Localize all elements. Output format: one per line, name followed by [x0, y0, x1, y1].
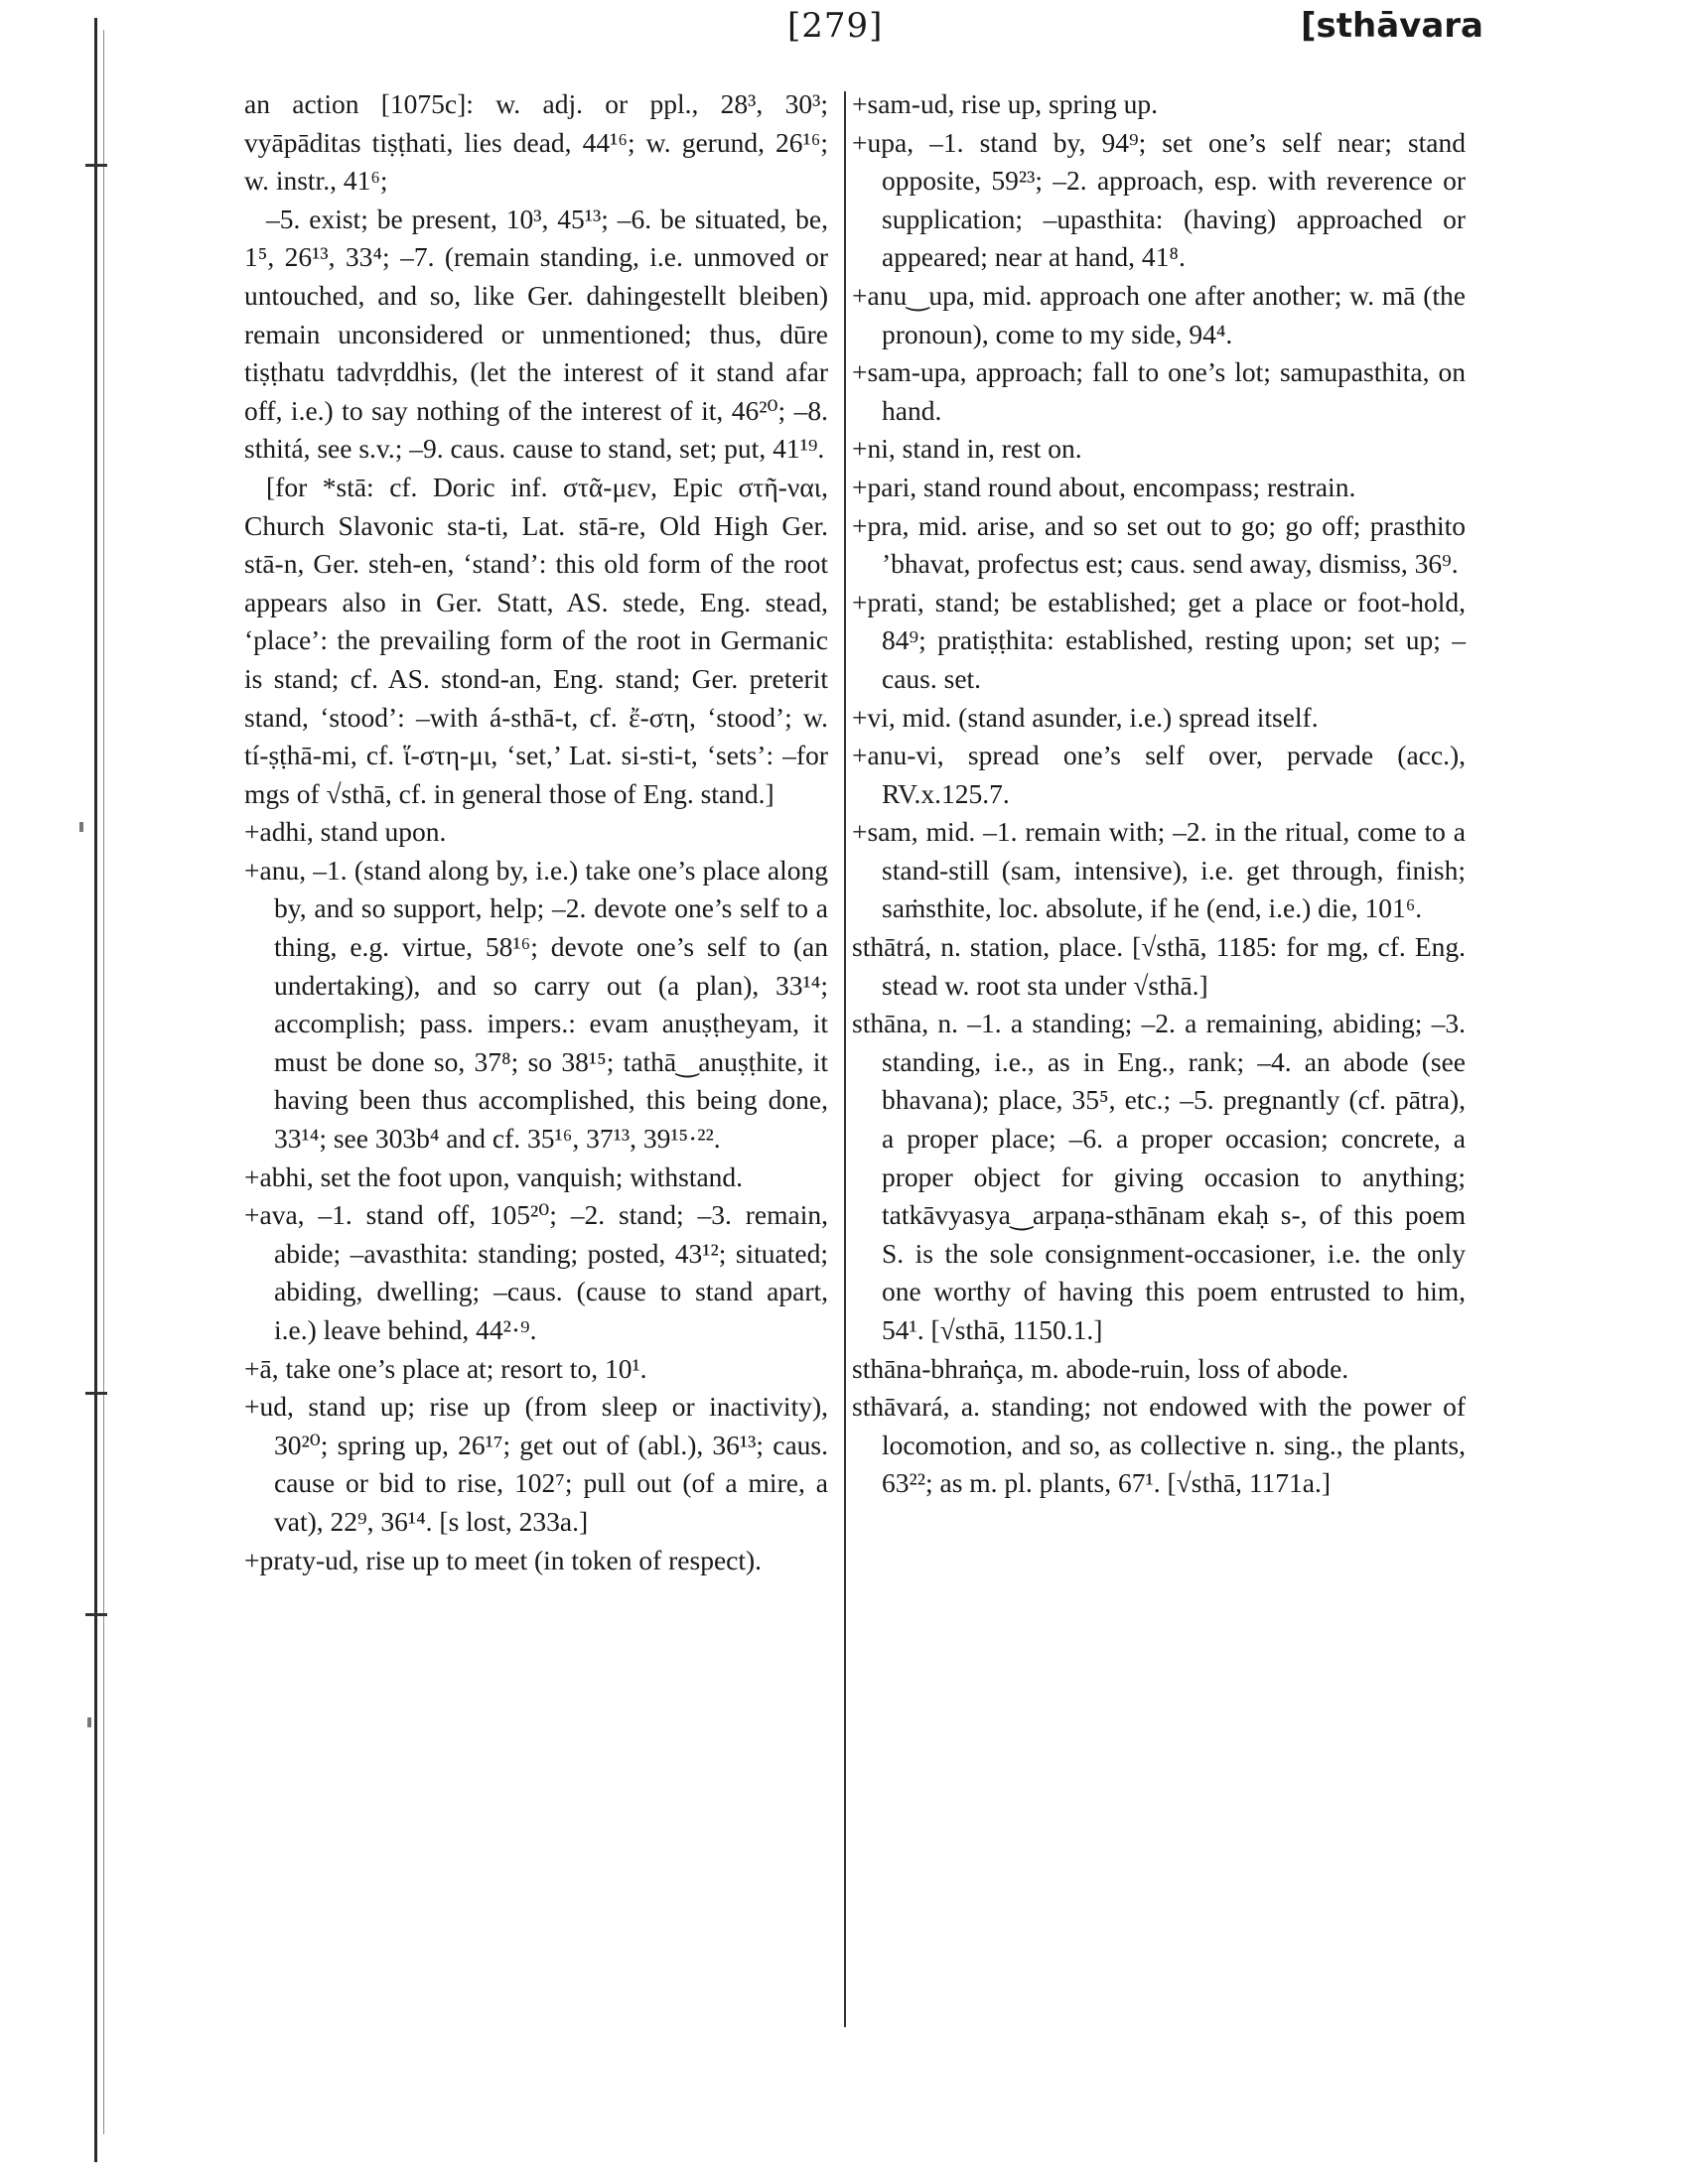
- entry-paragraph: –5. exist; be present, 10³, 45¹³; –6. be situated, be, 1⁵, 26¹³, 33⁴; –7. (remain standing, i.e. unmoved or untouched, and so, like Ger. dahingestellt bleiben) remain unconsidered or unmentioned; thus, dūre tiṣṭhatu tadvṛddhis, (let the interest of it stand afar off, i.e.) to say nothing of the interest of it, 46²⁰; –8. sthitá, see s.v.; –9. caus. cause to stand, set; put, 41¹⁹.: [244, 203, 828, 465]
- scan-speck: [79, 822, 83, 832]
- subentry-anu-upa: +anu‿upa, mid. approach one after another; w. mā (the pronoun), come to my side, 94⁴.: [852, 279, 1466, 349]
- subentry-sam: +sam, mid. –1. remain with; –2. in the ritual, come to a stand-still (sam, intensive), i.e. get through, finish; saṁsthite, loc. absolute, if he (end, i.e.) die, 101⁶.: [852, 816, 1466, 924]
- page-number: [279]: [787, 6, 884, 46]
- right-column: [852, 85, 1466, 1503]
- entry-sthana: sthāna, n. –1. a standing; –2. a remaining, abiding; –3. standing, i.e., as in Eng., rank; –4. an abode (see bhavana); place, 35⁵, etc.; –5. pregnantly (cf. pātra), a proper place; –6. a proper occasion; concrete, a proper object for giving occasion to anything; tatkāvyasya‿arpaṇa-sthānam ekaḥ s-, of this poem S. is the sole consignment-occasioner, i.e. the only one worthy of having this poem entrusted to him, 54¹. [√sthā, 1150.1.]: [852, 1008, 1466, 1345]
- subentry-sam-ud: +sam-ud, rise up, spring up.: [852, 88, 1159, 119]
- scan-speck: [87, 1717, 91, 1727]
- subentry-prati: +prati, stand; be established; get a place or foot-hold, 84⁹; pratiṣṭhita: established, resting upon; set up; –caus. set.: [852, 586, 1466, 694]
- scan-tick-mark: [85, 1392, 107, 1395]
- subentry-a: +ā, take one’s place at; resort to, 10¹.: [244, 1352, 647, 1384]
- left-column: [244, 85, 828, 1579]
- subentry-anu-vi: +anu-vi, spread one’s self over, pervade (acc.), RV.x.125.7.: [852, 740, 1466, 809]
- subentry-praty-ud: +praty-ud, rise up to meet (in token of respect).: [244, 1544, 763, 1575]
- subentry-pari: +pari, stand round about, encompass; restrain.: [852, 471, 1356, 502]
- scan-edge-rule: [94, 18, 97, 2162]
- column-divider: [844, 91, 846, 2027]
- subentry-adhi: +adhi, stand upon.: [244, 816, 447, 848]
- subentry-ava: +ava, –1. stand off, 105²⁰; –2. stand; –3. remain, abide; –avasthita: standing; posted, 43¹²; situated; abiding, dwelling; –caus. (cause to stand apart, i.e.) leave behind, 44²·⁹.: [244, 1199, 828, 1345]
- subentry-vi: +vi, mid. (stand asunder, i.e.) spread itself.: [852, 701, 1319, 733]
- subentry-abhi: +abhi, set the foot upon, vanquish; withstand.: [244, 1160, 744, 1192]
- page-header: [0, 0, 1688, 69]
- subentry-pra: +pra, mid. arise, and so set out to go; go off; prasthito ’bhavat, profectus est; caus. send away, dismiss, 36⁹.: [852, 509, 1466, 580]
- entry-paragraph: an action [1075c]: w. adj. or ppl., 28³, 30³; vyāpāditas tiṣṭhati, lies dead, 44¹⁶; w. gerund, 26¹⁶; w. instr., 41⁶;: [244, 88, 828, 197]
- entry-sthana-bhranca: sthāna-bhraṅça, m. abode-ruin, loss of abode.: [852, 1352, 1349, 1384]
- subentry-upa: +upa, –1. stand by, 94⁹; set one’s self near; stand opposite, 59²³; –2. approach, esp. with reverence or supplication; –upasthita: (having) approached or appeared; near at hand, 41⁸.: [852, 126, 1466, 273]
- subentry-anu: +anu, –1. (stand along by, i.e.) take one’s place along by, and so support, help; –2. devote one’s self to a thing, e.g. virtue, 58¹⁶; devote one’s self to (an undertaking), and so carry out (a plan), 33¹⁴; accomplish; pass. impers.: evam anuṣṭheyam, it must be done so, 37⁸; so 38¹⁵; tathā‿anuṣṭhite, it having been thus accomplished, this being done, 33¹⁴; see 303b⁴ and cf. 35¹⁶, 37¹³, 39¹⁵·²².: [244, 854, 828, 1155]
- scan-tick-mark: [85, 1613, 107, 1616]
- entry-sthavara: sthāvará, a. standing; not endowed with the power of locomotion, and so, as collective n. sing., the plants, 63²²; as m. pl. plants, 67¹. [√sthā, 1171a.]: [852, 1391, 1466, 1499]
- subentry-sam-upa: +sam-upa, approach; fall to one’s lot; samupasthita, on hand.: [852, 356, 1466, 426]
- running-head: [sthāvara: [1301, 6, 1483, 46]
- entry-sthatra: sthātrá, n. station, place. [√sthā, 1185: for mg, cf. Eng. stead w. root sta under √sthā.]: [852, 931, 1466, 1001]
- subentry-ni: +ni, stand in, rest on.: [852, 433, 1082, 465]
- subentry-ud: +ud, stand up; rise up (from sleep or inactivity), 30²⁰; spring up, 26¹⁷; get out of (abl.), 36¹³; caus. cause or bid to rise, 102⁷; pull out (of a mire, a vat), 22⁹, 36¹⁴. [s lost, 233a.]: [244, 1391, 828, 1537]
- etymology-paragraph: [for *stā: cf. Doric inf. στᾶ-μεν, Epic στῆ-ναι, Church Slavonic sta-ti, Lat. stā-re, Old High Ger. stā-n, Ger. steh-en, ‘stand’: this old form of the root appears also in Ger. Statt, AS. stede, Eng. stead, ‘place’: the prevailing form of the root in Germanic is stand; cf. AS. stond-an, Eng. stand; Ger. preterit stand, ‘stood’: –with á-sthā-t, cf. ἔ-στη, ‘stood’; w. tí-ṣṭhā-mi, cf. ἵ-στη-μι, ‘set,’ Lat. si-sti-t, ‘sets’: –for mgs of √sthā, cf. in general those of Eng. stand.]: [244, 471, 828, 809]
- scan-tick-mark: [85, 164, 107, 167]
- scan-edge-rule-thin: [103, 30, 104, 2134]
